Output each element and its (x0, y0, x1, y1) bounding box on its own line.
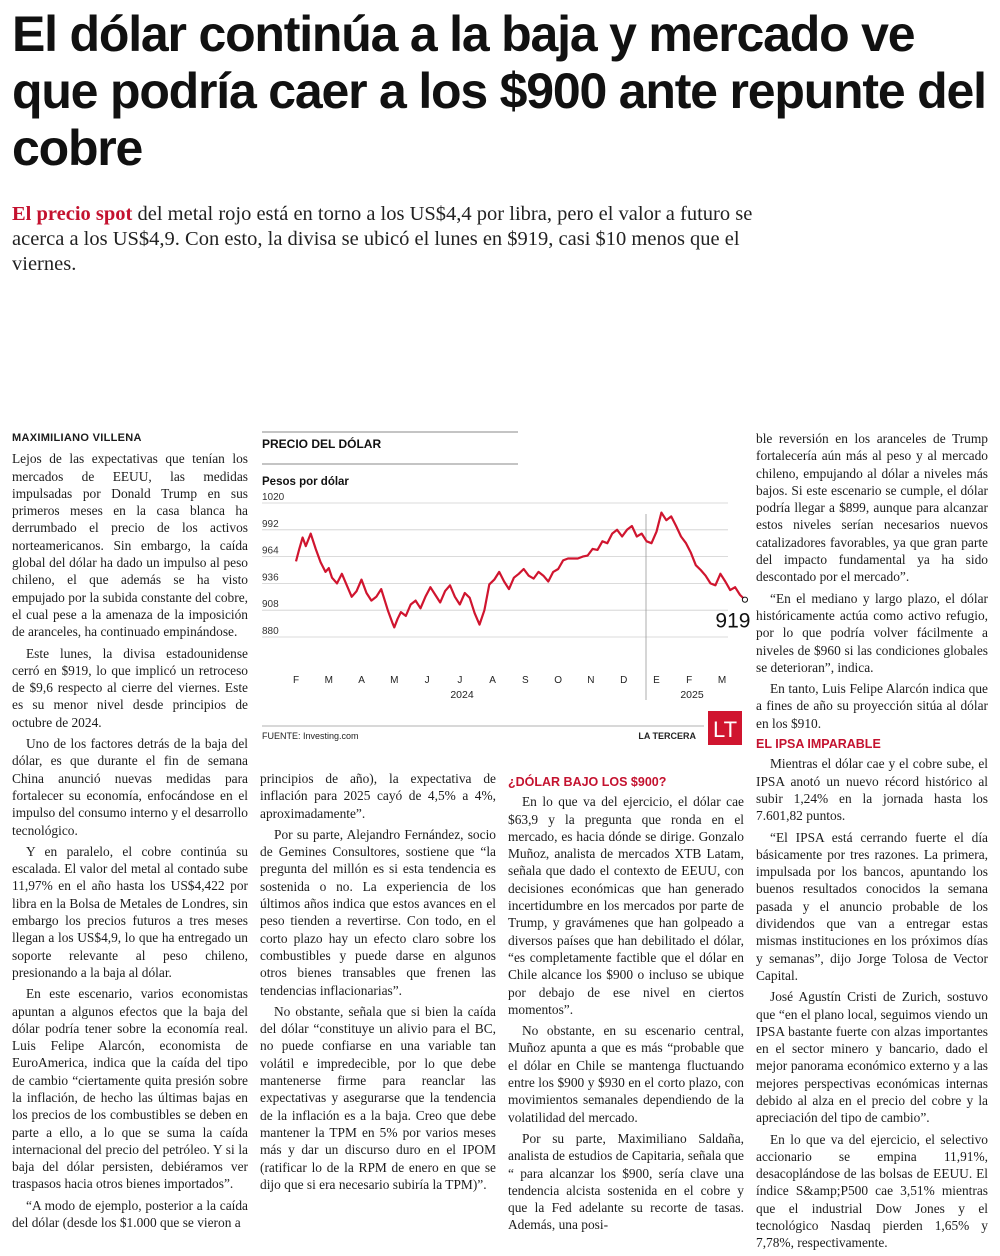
dek-text: del metal rojo está en torno a los US$4,4 por libra, pero el valor a futuro se acerca a los US$4,9. Con esto, la divisa se ubicó el lunes en $919, casi $10 menos que el viernes. (12, 203, 753, 275)
year-label-2025: 2025 (680, 689, 704, 701)
y-tick-label: 992 (262, 518, 279, 530)
x-tick-label: M (390, 675, 399, 686)
paragraph: “El IPSA está cerrando fuerte el día básicamente por tres razones. La primera, impulsada por los bancos, apuntando los buenos resultados conocidos la semana pasada y el anuncio probable de los dividendos que van a entregar estas mismas instituciones en los próximos días y semanas”, dijo Jorge Tolosa de Vector Capital. (756, 829, 988, 983)
column-4 (756, 430, 988, 1256)
y-tick-label: 936 (262, 572, 279, 584)
x-tick-label: M (717, 675, 727, 686)
dollar-price-chart (260, 430, 751, 750)
column-2 (260, 770, 496, 1197)
paragraph: principios de año), la expectativa de inflación para 2025 cayó de 4,5% a 4%, aproximadamente”. (260, 771, 496, 821)
x-tick-label: J (457, 675, 463, 686)
y-tick-label: 880 (262, 626, 279, 637)
subhead-ipsa: EL IPSA IMPARABLE (756, 737, 881, 752)
paragraph: En lo que va del ejercicio, el dólar cae $63,9 y la pregunta que ronda en el mercado, es hacia dónde se dirige. Gonzalo Muñoz, analista de mercados XTB Latam, señala que dado el contexto de EEUU, con decisiones económicas que han generado incertidumbre en los mercados por parte de Trump, y gravámenes que han golpeado a diversos países que han debilitado el dólar, “es completamente factible que el dólar en Chile alcance los $900 o incluso se ubique por debajo de ese nivel en ciertos momentos”. (508, 794, 744, 1017)
chart-canvas (260, 430, 751, 750)
x-tick-label: O (554, 675, 563, 686)
chart-publisher: LA TERCERA (638, 731, 696, 741)
x-tick-label: D (620, 675, 628, 686)
paragraph: En este escenario, varios economistas apuntan a algunos efectos que la baja del dólar podría tener sobre la economía real. Luis Felipe Alarcón, economista de EuroAmerica, indica que la caída del tipo de cambio “ciertamente quita presión sobre la inflación, de hecho las últimas bajas en los precios de los combustibles se deben en parte a ello, a lo que se suma la caída internacional del precio del petróleo. Y si la baja del dólar persisten, debiéramos ver traspasos hacia otros bienes importados”. (12, 986, 248, 1192)
x-tick-label: S (522, 675, 529, 686)
paragraph: Por su parte, Alejandro Fernández, socio de Gemines Consultores, sostiene que “la pregunta del millón es si esta tendencia es sostenida o no. La experiencia de los últimos años indica que estos avances en el peso tienden a revertirse. Con todo, en el corto plazo hay un efecto claro sobre los combustibles y puede darse en algunos otros bienes transables que frenen las tendencias inflacionarias”. (260, 826, 496, 998)
paragraph: No obstante, señala que si bien la caída del dólar “constituye un alivio para el BC, no puede confiarse en una variable tan volátil e impredecible, por lo que debe mantenerse firme para reanclar las expectativas y asegurarse que la tendencia de la inflación es a la baja. Creo que debe mantener la TPM en 5% por varios meses más y dar un discurso duro en el IPOM (ratificar lo de la RPM de enero en que se dijo que si era necesario subiría la TPM)”. (260, 1003, 496, 1192)
y-tick-label: 1020 (262, 492, 285, 503)
paragraph: ble reversión en los aranceles de Trump fortalecería aún más al peso y al mercado chileno, empujando al dólar a niveles más bajos. Si este escenario se cumple, el dólar podría llegar a $899, aunque para alcanzar estos niveles serían necesarios nuevos catalizadores favorables, ya que gran parte del impacto fundamental ya ha sido descontado por el mercado”. (756, 431, 988, 585)
paragraph: Por su parte, Maximiliano Saldaña, analista de estudios de Capitaria, señala que “ para alcanzar los $900, sería clave una tendencia alcista sostenida en el cobre y que la Fed adelante su recorte de tasas. Además, una posi- (508, 1130, 744, 1233)
last-value-marker (742, 597, 747, 602)
subhead-dolar-bajo: ¿DÓLAR BAJO LOS $900? (508, 775, 667, 789)
x-tick-label: E (653, 675, 660, 686)
chart-x-ticks (293, 675, 726, 686)
x-tick-label: A (358, 675, 365, 686)
paragraph: Este lunes, la divisa estadounidense cerró en $919, lo que implicó un retroceso de $9,6 respecto al cierre del viernes. Este es su menor nivel desde principios de octubre de 2024. (12, 645, 248, 730)
x-tick-label: N (587, 675, 595, 686)
paragraph: “A modo de ejemplo, posterior a la caída del dólar (desde los $1.000 que se vieron a (12, 1197, 248, 1231)
column-3 (508, 770, 744, 1238)
byline: MAXIMILIANO VILLENA (12, 432, 142, 444)
chart-ylabel: Pesos por dólar (262, 476, 349, 488)
paragraph: Y en paralelo, el cobre continúa su escalada. El valor del metal al contado sube 11,97% en el año hasta los US$4,422 por libra en la Bolsa de Metales de Londres, sin embargo los precios futuros a tres meses llegan a los US$4,9, lo que ha entregado un soporte relevante al peso chileno, presionando a la baja al dólar. (12, 843, 248, 980)
chart-source: FUENTE: Investing.com (262, 731, 359, 741)
y-tick-label: 908 (262, 599, 279, 611)
dek-lead: El precio spot (12, 203, 133, 225)
paragraph: Uno de los factores detrás de la baja del dólar, es que durante el fin de semana China anunció nuevas medidas para fortalecer su economía, enfocándose en el impulso del consumo interno y el desarrollo tecnológico. (12, 736, 248, 838)
last-value-label: 919 (715, 609, 751, 633)
paragraph: En lo que va del ejercicio, el selectivo accionario se empina 11,91%, desacoplándose de las bolsas de EEUU. El índice S&amp;P500 cae 3,51% mientras que el industrial Dow Jones y el tecnológico Nasdaq pierden 1,65% y 7,78%, respectivamente. (756, 1131, 988, 1251)
headline: El dólar continúa a la baja y mercado ve que podría caer a los $900 ante repunte del cobre (12, 6, 986, 176)
x-tick-label: A (489, 675, 496, 686)
chart-y-ticks (262, 492, 285, 637)
dek (12, 202, 772, 277)
x-tick-label: F (292, 675, 300, 686)
lt-logo-text: LT (712, 717, 738, 742)
column-1 (12, 430, 248, 1235)
x-tick-label: M (324, 675, 333, 686)
paragraph: “En el mediano y largo plazo, el dólar históricamente actúa como activo refugio, por lo que podría volver fácilmente a niveles de $960 si las condiciones globales se deterioran”, indica. (756, 590, 988, 675)
paragraph: Lejos de las expectativas que tenían los mercados de EEUU, las medidas impulsadas por Donald Trump en sus primeros meses en la casa blanca ha derrumbado el precio de los activos norteamericanos. Sin embargo, la caída global del dólar ha dado un impulso al peso chileno, el que además se ha visto empujado por la subida constante del cobre, el cual pese a la amenaza de la imposición de aranceles, ha continuado empinándose. (12, 451, 248, 640)
x-tick-label: F (686, 675, 693, 686)
x-tick-label: J (424, 675, 430, 686)
y-tick-label: 964 (262, 545, 279, 557)
paragraph: Mientras el dólar cae y el cobre sube, el IPSA anotó un nuevo récord histórico al subir 1,24% en la jornada hasta los 7.601,82 puntos. (756, 756, 988, 824)
chart-title: PRECIO DEL DÓLAR (262, 437, 382, 451)
year-label-2024: 2024 (450, 689, 474, 701)
paragraph: En tanto, Luis Felipe Alarcón indica que a fines de año su proyección sitúa al dólar en los $910. (756, 681, 988, 731)
paragraph: José Agustín Cristi de Zurich, sostuvo que “en el plano local, seguimos viendo un IPSA bastante fuerte con alzas importantes en el sector minero y bancario, dado el mejor panorama económico externo y a las mejores perspectivas económicas internas debido al alza en el precio del cobre y la apreciación del tipo de cambio”. (756, 989, 988, 1126)
paragraph: No obstante, en su escenario central, Muñoz apunta a que es más “probable que el dólar en Chile se mantenga fluctuando entre los $900 y $930 en el corto plazo, con movimientos semanales dependiendo de la volatilidad del mercado. (508, 1023, 744, 1125)
